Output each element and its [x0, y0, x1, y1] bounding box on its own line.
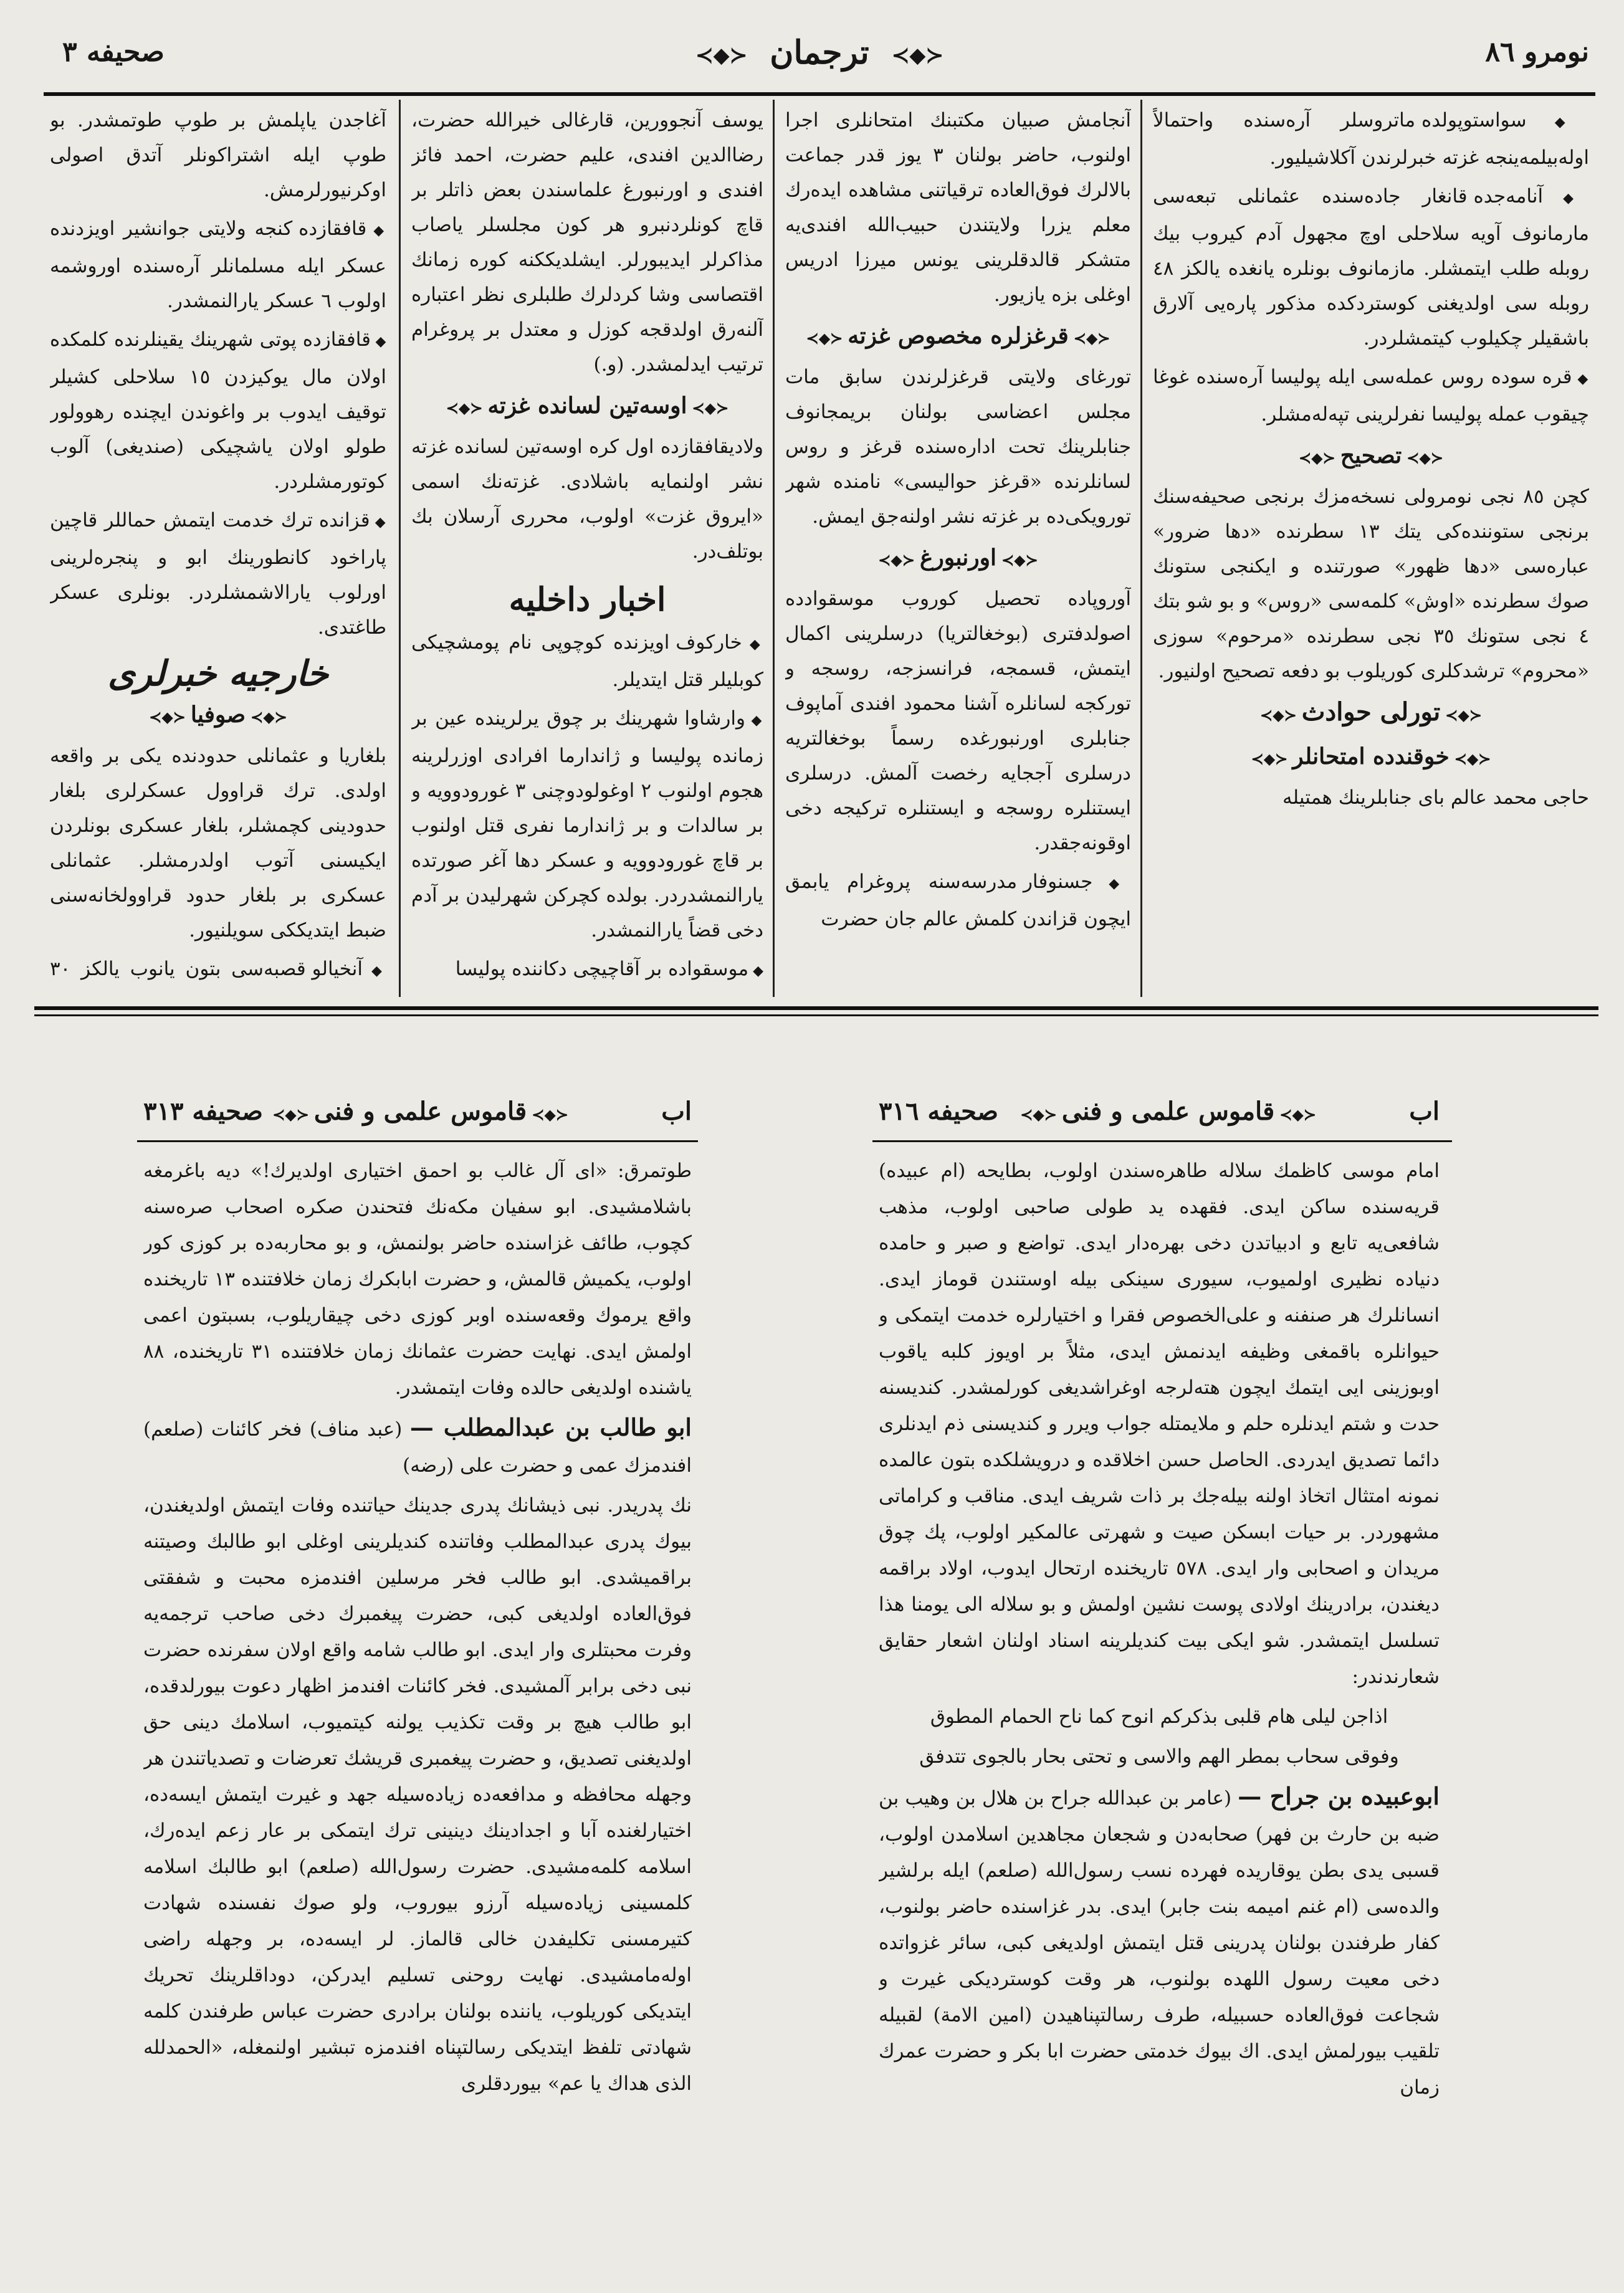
news-item: ◆ قره سوده روس عمله‌سی ایله پولیسا آره‌سنده غوغا چیقوب عمله پولیسا نفرلرینی تپه‌له‌مشلر. — [1153, 360, 1589, 432]
news-item: ◆ سواستوپولده ماتروسلر آره‌سنده واحتمالاً اوله‌بیلمه‌ینجه غزته خبرلرندن آکلاشیلیور. — [1153, 103, 1589, 175]
news-item: ◆ وارشاوا شهرینك بر چوق یرلرینده عین بر زمانده پولیسا و ژاندارما افرادی اوزرلرینه هجوم اولنوب ٢ اوغولودوچنی ٣ غورودوویه و بر سالدات و بر ژاندارما نفری قتل اولنوب بر قاچ غورودوویه و عسکر دها آغر صورتده یارالنمشدردر. بولده کچرکن شهرلیدن بر آدم دخی قضاً یارالنمشدر. — [411, 701, 763, 948]
news-item: ◆ جسنوفار مدرسه‌سنه پروغرام یابمق ایچون قزاندن کلمش عالم جان حضرت — [785, 864, 1131, 937]
column-divider — [773, 100, 775, 997]
dictionary-paragraph: طوتمرق: «ای آل غالب بو احمق اختیاری اولدیرك!» دیه باغرمغه باشلامشیدی. ابو سفیان مکه‌نك فتحندن صکره اصحاب صره‌سنه کچوب، طائف غزاسنده حاضر بولنمش، و بو محاربه‌ده بر کوزی کور اولوب، یکمیش قالمش، و حضرت ابابکرك زمان خلافتنده ١٣ تاریخنده واقع یرموك وقعه‌سنده اوبر کوزی دخی چیقاریلوب، بسبتون اعمی اولمش ایدی. نهایت حضرت عثمانك زمان خلافتنده ٣١ تاریخنده، ٨٨ یاشنده اولدیغی حالده وفات ایتمشدر. — [143, 1160, 692, 1399]
verse-line: وفوقی سحاب بمطر الهم والاسی و تحتی بحار بالجوی تتدفق — [919, 1745, 1399, 1768]
news-column-2 — [785, 103, 1131, 988]
entry-title: ابوعبیده بن جراح — — [1238, 1782, 1440, 1810]
masthead-rule — [44, 92, 1595, 96]
section-heading: خارجیه خبرلری — [108, 653, 328, 694]
entry-text: نك پدریدر. نبی ذیشانك پدری جدینك حیاتنده وفات ایتمش اولدیغندن، بیوك پدری عبدالمطلب وفاتنده کندیلرینی اوغلی ابو طالبك وصیتنه براقمیشدی. ابو طالب فخر مرسلین افندمزه محبت و شفقتی فوق‌العاده اولدیغی کبی، حضرت پیغمبرك دخی صاحب ترجمه‌یه وفرت محبتلری وار ایدی. ابو طالب شامه واقع اولان سفرنده حضرت نبی دخی برابر آلمشیدی. فخر کائنات افندمز اظهار دعوت بیورلدقده، ابو طالب هیچ بر وقت تکذیب یولنه کیتمیوب، اسلامك دینی حق اولدیغنی تصدیق، و حضرت پیغمبری قریشك تعرضات و تصدیاتندن هر وجهله محافظه و مدافعه‌ده زیاده‌سیله جهد و غیرت ایتمش ایسه‌ده، اختیارلغنده آبا و اجدادینك دینینی ترك ایتمکی بر عار زعم ایده‌رك، اسلامه کلمه‌مشیدی. حضرت رسول‌الله (صلعم) ابو طالبك اسلامه کلمسینی زیاده‌سیله آرزو بیوروب، ولو صوك نفسنده شهادت کتیرمسنی تکلیفدن خالی قالماز. لر ایسه‌ده، بر وجهله راضی اوله‌مامشیدی. نهایت روحنی تسلیم ایدرکن، دوداقلرینك تحریك ایتدیکی کوریلوب، یاننده بولنان برادری حضرت عباس طرفندن کلمه شهادتی تلفظ ایتدیکی رسالتپناه افندمزه تبشیر اولنمغله، «الحمدلله الذی هداك یا عم» بیوردقلری — [143, 1494, 692, 2095]
section-heading: ≺◆≻اورنبورغ≺◆≻ — [878, 545, 1038, 571]
news-item: ◆ خارکوف اویزنده کوچوپی نام پومشچیکی کوبلیلر قتل ایتدیلر. — [411, 625, 763, 697]
news-item: آنجامش صبیان مکتبنك امتحانلری اجرا اولنوب، حاضر بولنان ٣ یوز قدر جماعت بالالرك فوق‌العاده ترقیاتنی مشاهده ایده‌رك معلم یزرا ولایتندن حبیب‌الله افندی‌یه متشکر قالدقلرینی یونس میرزا ادریس اوغلی بزه یازیور. — [785, 109, 1131, 306]
news-item: ◆ موسقواده بر آقاچیچی دکاننده پولیسا — [411, 951, 763, 988]
entry-title: ابو طالب بن عبدالمطلب — — [409, 1413, 692, 1441]
section-heading: ≺◆≻صوفیا≺◆≻ — [149, 702, 287, 728]
dictionary-title: ≺◆≻قاموس علمی و فنی≺◆≻ — [272, 1097, 568, 1126]
news-item: حاجی محمد عالم بای جنابلرینك همتیله — [1282, 786, 1589, 809]
entry-subtitle: (عبد مناف) فخر کائنات (صلعم) افندمزك عمی و حضرت علی (رضه) — [143, 1418, 692, 1477]
news-item: تورغای ولایتی قرغزلرندن سابق مات مجلس اعضاسی بولنان بریمجانوف جنابلرینك تحت اداره‌سنده قرغز و روس لسانلرنده «قرغز حوالیسی» نامنده شهر تورویکی‌ده بر غزته نشر اولنه‌جق ایمش. — [785, 366, 1131, 528]
issue-number: نومرو ٨٦ — [1485, 36, 1589, 68]
column-divider — [1140, 100, 1142, 997]
header-rule — [872, 1140, 1452, 1142]
news-item: آوروپاده تحصیل کوروب موسقوادده اصولدفتری (بوخغالتریا) درسلرینی اکمال ایتمش، قسمجه، فرانسزجه، روسجه و تورکجه لسانلره آشنا محمود افندی آماپوف جنابلری اورنبورغده رسماً بوخغالتریه درسلری آججایه رخصت آلمش. درسلری ایستنلره روسجه و ایستنلره ترکیجه دخی اوقونه‌جقدر. — [785, 588, 1131, 854]
dictionary-paragraph: امام موسی کاظمك سلاله طاهره‌سندن اولوب، بطایحه (ام عبیده) قریه‌سنده ساکن ایدی. فقهده ید طولی صاحبی اولوب، مذهب شافعی‌یه تابع و ادبیاتدن دخی بهره‌دار ایدی. تواضع و صبر و حامده دنیاده نظیری اولمیوب، سیوری سینکی بیله اوستندن قوماز ایدی. انسانلرك هر صنفنه و علی‌الخصوص فقرا و اختیارلره خدمت ایتمکی و حیوانلره باقمغی وظیفه ایدنمش ایدی، مثلاً بر اویوز کلبه یاقوب اوبوزینی ایی ایتمك ایچون هته‌لرجه اوغراشدیغی کورلمشدر. کندیسنه حدت و شتم ایدنلره حلم و ملایمتله جواب ویرر و کندیسنی ذم ایدنلری دائما تصدیق ایدردی. الحاصل حسن اخلاقده و درویشلکده بتون عالمده نمونه امتثال اتخاذ اولنه بیله‌جك بر ذات شریف ایدی. مناقب و کراماتی مشهوردر. بر حیات ابسکن صیت و شهرتی عالمکیر اولوب، پك چوق مریدان و اصحابی وار ایدی. ٥٧٨ تاریخنده ارتحال ایدوب، اولاد براقمه دیغندن، برادرینك اولادی پوست نشین اولمش و بو سلاله الی یومنا هذا تسلسل ایتمشدر. شو ایکی بیت کندیلرینه اسناد اولنان اشعار حقایق شعارندندر: — [879, 1160, 1440, 1688]
news-column-4 — [50, 103, 386, 988]
dictionary-page-number: صحیفه ٣١٣ — [143, 1097, 263, 1126]
newspaper-title-text: ترجمان — [770, 34, 869, 72]
dictionary-column-right — [879, 1153, 1440, 2274]
news-item: ◆ آنامه‌جده قانغار جاده‌سنده عثمانلی تبعه‌سی مارمانوف آویه سلاحلی اوچ مجهول آدم کیروب بیك روبله طلب ایتمشلر. مازمانوف بونلره یانغده یالکز ٤٨ روبله سی اولدیغنی کوسترد‌کده مذکور پاره‌یی آلارق باشقیلر چکیلوب کیتمشلردر. — [1153, 179, 1589, 356]
entry-text: (عامر بن عبدالله جراح بن هلال بن وهیب بن ضبه بن حارث بن فهر) صحابه‌دن و شجعان مجاهدین اسلامدن اولوب، قسبی یدی بطن یوقاریده فهرده نسب رسول‌الله (صلعم) ایله برلشیر والده‌سی (ام غنم امیمه بنت جابر) ایدی. بدر غزاسنده حاضر بولنوب، کفار طرفندن بولنان پدرینی قتل ایتمش اولدیغی کبی، سائر غزواتده دخی معیت رسول اللهده بولنوب، هر وقت کوستردیکی غیرت و شجاعت فوق‌العاده حسبیله، طرف رسالتپناهیدن (امین الامة) لقبیله تلقیب بیورلمش ایدی. اك بیوك خدمتی حضرت ابا بکر و حضرت عمرك زمان — [879, 1787, 1440, 2099]
news-item: ◆ آنخیالو قصبه‌سی بتون یانوب یالکز ٣٠ — [50, 951, 386, 988]
dictionary-header-left — [143, 1097, 692, 1140]
section-heading: ≺◆≻تصحیح≺◆≻ — [1299, 442, 1443, 469]
news-item: یوسف آنجوورین، قارغالی خیرالله حضرت، رضاالدین افندی، علیم حضرت، احمد فائز افندی و اورنبورغ علماسندن بعض ذاتلر بر قاچ کونلردنبرو هر کون مجلسلر یاصاب مذاکرلر ایدیبورلر. ایشلدیککنه کوره زمانك اقتصاسی وشا کردلرك طلبلری نظر اعتباره آلنه‌رق اولدقجه کوزل و معتدل بر پروغرام ترتیب ایدلمشدر. (و.) — [411, 109, 763, 376]
section-heading: ≺◆≻تورلی حوادث≺◆≻ — [1260, 697, 1482, 727]
dictionary-header-right — [879, 1097, 1440, 1140]
dictionary-title: ≺◆≻قاموس علمی و فنی≺◆≻ — [1020, 1097, 1316, 1126]
news-column-1 — [1153, 103, 1589, 988]
masthead — [44, 25, 1595, 100]
news-item: ◆ قافقازده کنجه ولایتی جوانشیر اویزدنده عسکر ایله مسلمانلر آره‌سنده اوروشمه اولوب ٦ عسکر یارالنمشدر. — [50, 211, 386, 318]
section-rule — [34, 1006, 1598, 1010]
verse-line: اذاجن لیلی هام قلبی بذکرکم انوح کما ناح الحمام المطوق — [930, 1705, 1388, 1728]
dictionary-entry — [879, 1778, 1440, 2105]
section-heading: ≺◆≻قرغزلره مخصوص غزته≺◆≻ — [806, 323, 1111, 349]
dictionary-letters: اب — [661, 1097, 692, 1126]
dictionary-entry — [143, 1409, 692, 1484]
newspaper-title — [684, 34, 955, 72]
news-item: کچن ٨٥ نجی نومرولی نسخه‌مزك برنجی صحیفه‌سنك برنجی ستوننده‌کی یتك ١٣ سطرنده «دها ضرور» عباره‌سی «دها ظهور» صورتنده و ایکنجی ستونك صوك سطرنده «اوش» کلمه‌سی «روس» و بو شو بتك ٤ نجی ستونك ٣٥ نجی سطرنده «مرحوم» سوزی «محروم» ترشدکلری کوریلوب بو دفعه تصحیح اولنیور. — [1153, 485, 1589, 682]
news-item: ◆ قزانده ترك خدمت ایتمش حماللر قاچین پاراخود کانطورینك ابو و پنجره‌لرینی اورلوب یارالاشمشلردر. بونلری عسکر طاغتدی. — [50, 503, 386, 645]
news-item: ولادیقافقازده اول کره اوسه‌تین لسانده غزته نشر اولنمایه باشلادی. غزته‌نك اسمی «ایروق غزت» اولوب، محرری آرسلان بك بوتلف‌در. — [411, 436, 763, 563]
news-item: آغاجدن یاپلمش بر طوپ طوتمشدر. بو طوپ ایله اشتراکونلر آتدق اصولی اوکرنیورلرمش. — [50, 109, 386, 201]
column-divider — [399, 100, 401, 997]
ornament-icon: ≺◆≻ — [695, 42, 748, 68]
dictionary-page-number: صحیفه ٣١٦ — [879, 1097, 998, 1126]
section-heading: ≺◆≻خوقندده امتحانلر≺◆≻ — [1251, 743, 1491, 770]
section-heading: اخبار داخلیه — [509, 581, 666, 619]
news-column-3 — [411, 103, 763, 988]
section-rule — [34, 1014, 1598, 1016]
news-item: ◆ قافقازده پوتی شهرینك یقینلرنده کلمکده اولان مال یوکیزدن ١٥ سلاحلی کشیلر توقیف ایدوب بر واغوندن ایچنده رهوولور طولو اولان یاشچیکی (صندیغی) آلوب کوتورمشلردر. — [50, 322, 386, 499]
section-heading: ≺◆≻اوسه‌تین لسانده غزته≺◆≻ — [446, 393, 729, 419]
news-item: بلغاریا و عثمانلی حدودنده یکی بر واقعه اولدی. ترك قراوول عسکرلری بلغار حدودینی کچمشلر، بلغار عسکری بونلردن ایکیسنی آتوب اولدرمشلر. عثمانلی عسکری بر بلغار حدود قراوولخانه‌سنی ضبط ایتدیککی سویلنیور. — [50, 745, 386, 942]
dictionary-letters: اب — [1409, 1097, 1440, 1126]
page-number: صحیفه ٣ — [62, 36, 165, 68]
dictionary-column-left — [143, 1153, 692, 2274]
header-rule — [137, 1140, 698, 1142]
ornament-icon: ≺◆≻ — [891, 42, 943, 68]
